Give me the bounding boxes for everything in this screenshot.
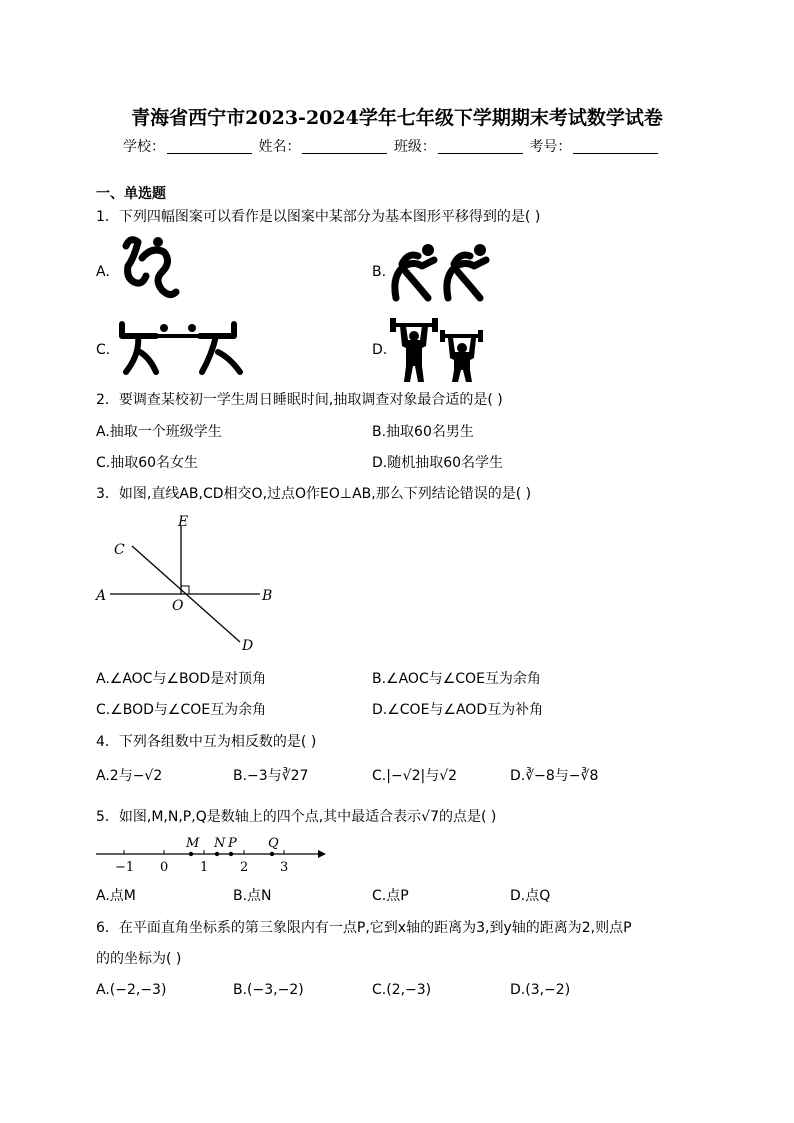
- q1-option-a: A.: [96, 264, 110, 280]
- q5-option-a: A.点M: [96, 888, 136, 904]
- q5-option-b: B.点N: [233, 888, 272, 904]
- q2-option-a: A.抽取一个班级学生: [96, 424, 222, 440]
- label-b: B: [262, 588, 273, 604]
- q2-option-d: D.随机抽取60名学生: [372, 455, 504, 471]
- q5-option-d: D.点Q: [510, 888, 551, 904]
- tick-label-0: 0: [160, 860, 169, 875]
- school-label: 学校：: [123, 139, 165, 155]
- tick-label-minus1: −1: [115, 860, 135, 875]
- label-n: N: [214, 836, 226, 851]
- q6-option-a: A.(−2,−3): [96, 982, 167, 998]
- question-6-stem: 6．在平面直角坐标系的第三象限内有一点P,它到x轴的距离为3,到y轴的距离为2,则点P: [96, 920, 632, 936]
- q5-option-c: C.点P: [372, 888, 409, 904]
- q6-option-b: B.(−3,−2): [233, 982, 304, 998]
- school-blank[interactable]: [167, 139, 252, 154]
- q4-option-c: C.|−√2|与√2: [372, 768, 458, 784]
- q3-option-a: A.∠AOC与∠BOD是对顶角: [96, 671, 267, 687]
- question-1-stem: 1．下列四幅图案可以看作是以图案中某部分为基本图形平移得到的是( ): [96, 209, 541, 225]
- q2-option-b: B.抽取60名男生: [372, 424, 474, 440]
- label-p: P: [228, 836, 237, 851]
- q1-figure-b: [388, 238, 498, 302]
- point-n: [215, 852, 219, 856]
- q6-option-d: D.(3,−2): [510, 982, 571, 998]
- number-label: 考号：: [529, 139, 572, 155]
- student-info-line: [123, 136, 660, 156]
- tick-label-3: 3: [280, 860, 289, 875]
- q4-option-a: A.2与−√2: [96, 768, 163, 784]
- question-6-stem-continued: 的的坐标为( ): [96, 951, 182, 967]
- q2-option-c: C.抽取60名女生: [96, 455, 199, 471]
- number-blank[interactable]: [573, 139, 658, 154]
- q3-option-c: C.∠BOD与∠COE互为余角: [96, 702, 267, 718]
- label-d: D: [242, 638, 254, 654]
- q5-number-line: [92, 830, 332, 878]
- q4-option-b: B.−3与∛27: [233, 768, 309, 784]
- question-5-stem: 5．如图,M,N,P,Q是数轴上的四个点,其中最适合表示√7的点是( ): [96, 809, 497, 825]
- label-c: C: [114, 542, 125, 558]
- q1-option-d: D.: [372, 342, 388, 358]
- label-m: M: [186, 836, 200, 851]
- q4-option-d: D.∛−8与−∛8: [510, 768, 599, 784]
- label-a: A: [96, 588, 107, 604]
- label-o: O: [172, 598, 184, 614]
- tick-label-2: 2: [240, 860, 249, 875]
- q3-option-d: D.∠COE与∠AOD互为补角: [372, 702, 544, 718]
- q1-figure-c: [116, 318, 246, 378]
- point-q: [270, 852, 274, 856]
- label-e: E: [178, 514, 189, 530]
- q3-geometry-figure: [92, 510, 282, 655]
- point-m: [189, 852, 193, 856]
- point-p: [229, 852, 233, 856]
- tick-label-1: 1: [200, 860, 209, 875]
- question-4-stem: 4．下列各组数中互为相反数的是( ): [96, 734, 317, 750]
- section-heading: 一、单选题: [96, 186, 166, 202]
- q1-figure-a: [112, 232, 187, 307]
- class-blank[interactable]: [438, 139, 523, 154]
- name-blank[interactable]: [302, 139, 387, 154]
- class-label: 班级：: [393, 139, 436, 155]
- label-q: Q: [268, 836, 279, 851]
- number-line-arrow: [318, 850, 326, 858]
- question-3-stem: 3．如图,直线AB,CD相交O,过点O作EO⊥AB,那么下列结论错误的是( ): [96, 486, 532, 502]
- q6-option-c: C.(2,−3): [372, 982, 432, 998]
- q3-option-b: B.∠AOC与∠COE互为余角: [372, 671, 541, 687]
- question-2-stem: 2．要调查某校初一学生周日睡眠时间,抽取调查对象最合适的是( ): [96, 392, 503, 408]
- page-title: 青海省西宁市2023-2024学年七年级下学期期末考试数学试卷: [131, 107, 663, 129]
- q1-figure-d: [388, 312, 488, 384]
- q1-option-c: C.: [96, 342, 111, 358]
- name-label: 姓名：: [258, 139, 301, 155]
- q1-option-b: B.: [372, 264, 387, 280]
